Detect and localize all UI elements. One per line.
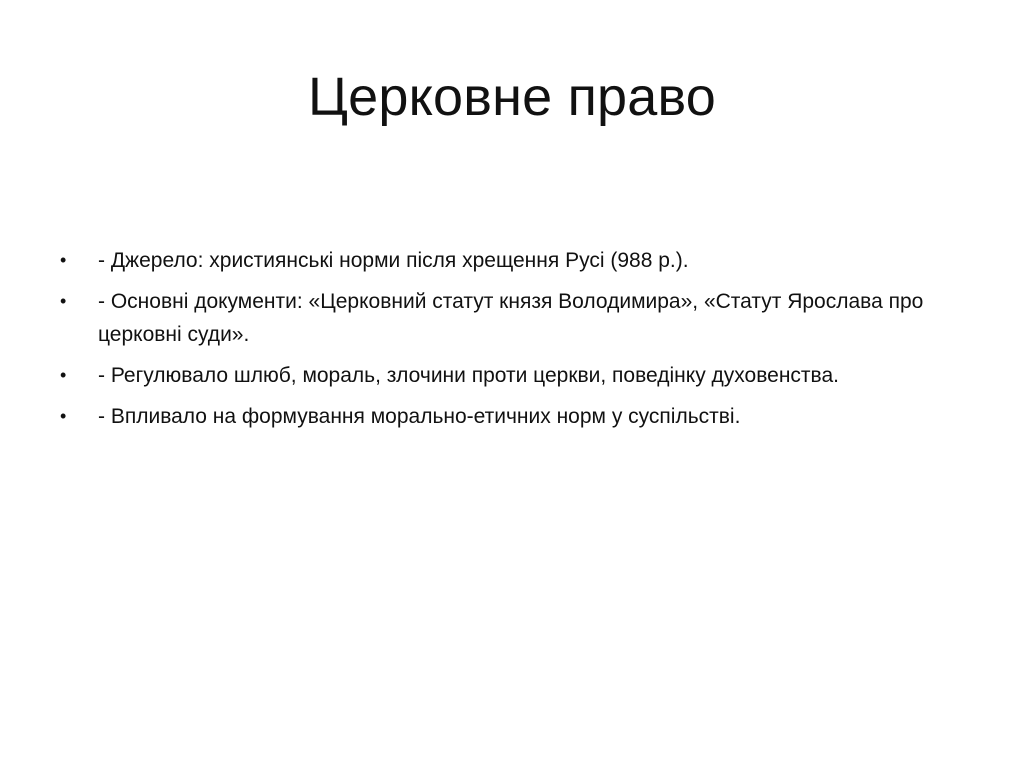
bullet-list <box>56 244 956 441</box>
bullet-item <box>56 285 956 351</box>
bullet-icon: • <box>60 250 67 270</box>
slide-title: Церковне право <box>307 67 717 127</box>
bullet-icon: • <box>60 365 67 385</box>
bullet-text: - Джерело: християнські норми після хрещення Русі (988 р.). <box>98 249 689 272</box>
bullet-item <box>56 359 956 392</box>
bullet-item <box>56 400 956 433</box>
bullet-icon: • <box>60 406 67 426</box>
bullet-item <box>56 244 956 277</box>
bullet-text: - Основні документи: «Церковний статут князя Володимира», «Статут Ярослава про церковні суди». <box>98 290 924 346</box>
bullet-text: - Впливало на формування морально-етичних норм у суспільстві. <box>98 405 741 428</box>
bullet-text: - Регулювало шлюб, мораль, злочини проти церкви, поведінку духовенства. <box>98 364 839 387</box>
bullet-icon: • <box>60 291 67 311</box>
